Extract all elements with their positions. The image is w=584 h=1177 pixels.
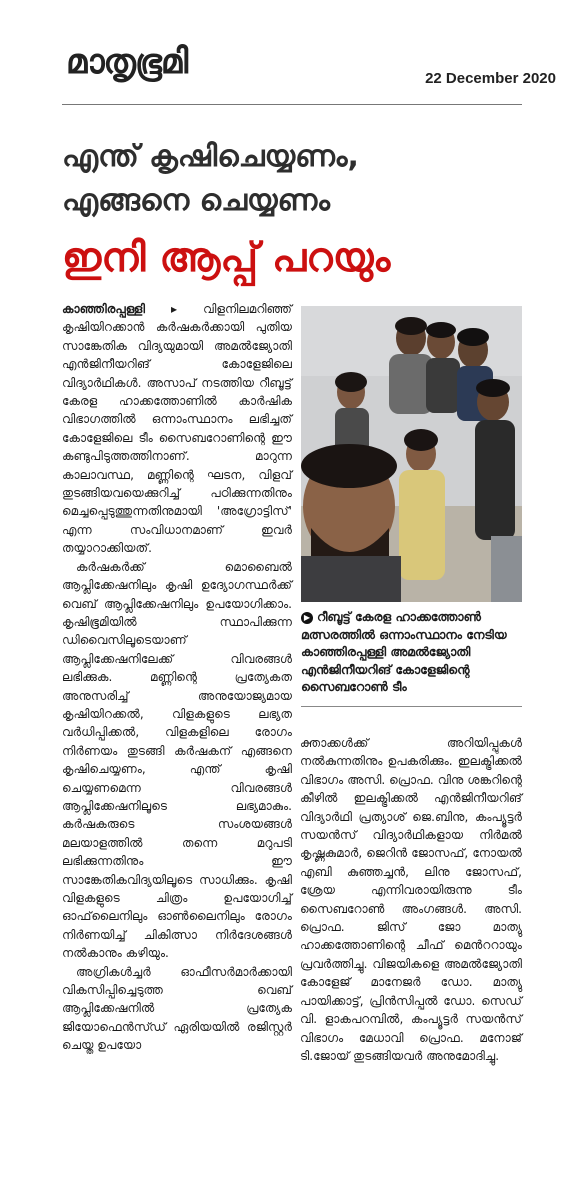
logo-text: മാതൃഭൂമി xyxy=(66,42,188,82)
team-photo xyxy=(301,306,522,602)
header-divider xyxy=(62,104,522,105)
lead-paragraph xyxy=(62,300,292,558)
caption-text: റീബൂട്ട് കേരള ഹാക്കത്തോൺ മത്സരത്തിൽ ഒന്നാംസ്ഥാനം നേടിയ കാഞ്ഞിരപ്പള്ളി അമൽജ്യോതി എൻജിനീയറിങ് കോളേജിന്റെ സൈബറോൺ ടീം xyxy=(301,609,507,695)
headline xyxy=(62,135,359,223)
article-column-1 xyxy=(62,300,292,1055)
paragraph: ക്താക്കൾക്ക് അറിയിപ്പുകൾ നൽകുന്നതിനും ഉപകരിക്കും. ഇലക്ട്രിക്കൽ വിഭാഗം അസി. പ്രൊഫ. വിനു ശങ്കറിന്റെ കീഴിൽ ഇലക്ട്രിക്കൽ എൻജിനീയറിങ് വിദ്യാർഥി പ്രത്യാശ് ജെ.ബിനു, കംപ്യൂട്ടർ സയൻസ് വിദ്യാർഥികളായ നിർമൽ കൃഷ്ണകുമാർ, ജെറിൻ ജോസഫ്, നോയൽ എബി കുഞ്ഞച്ചൻ, ലിനു ജോസഫ്, ശ്രേയ എന്നിവരായിരുന്നു ടീം സൈബറോൺ അംഗങ്ങൾ. അസി. പ്രൊഫ. ജിസ് ജോ മാത്യു ഹാക്കത്തോണിന്റെ ചീഫ് മെൻററായും പ്രവർത്തിച്ചു. വിജയികളെ അമൽജ്യോതി കോളേജ് മാനേജർ ഡോ. മാത്യു പായിക്കാട്ട്, പ്രിൻസിപ്പൽ ഡോ. സെഡ് വി. ളാകപറമ്പിൽ, കംപ്യൂട്ടർ സയൻസ് വിഭാഗം മേധാവി പ്രൊഫ. മനോജ് ടി.ജോയ് തുടങ്ങിയവർ അനുമോദിച്ചു. xyxy=(300,736,522,1063)
masthead-logo xyxy=(66,32,266,92)
play-arrow-icon: ▶ xyxy=(301,612,313,624)
dateline-arrow-icon: ▸ xyxy=(145,302,204,316)
headline-line-1: എന്ത് കൃഷിചെയ്യണം, xyxy=(62,139,359,174)
paragraph: കർഷകർക്ക് മൊബൈൽ ആപ്ലിക്കേഷനിലും കൃഷി ഉദ്യോഗസ്ഥർക്ക് വെബ് ആപ്ലിക്കേഷനിലും ഉപയോഗിക്കാം. കൃഷിഭൂമിയിൽ സ്ഥാപിക്കുന്ന ഡിവൈസിലൂടെയാണ് ആപ്ലിക്കേഷനിലേക്ക് വിവരങ്ങൾ ലഭിക്കുക. മണ്ണിന്റെ പ്രത്യേകത അനുസരിച്ച് അനുയോജ്യമായ കൃഷിയിറക്കൽ, വിളകളുടെ ലഭ്യത വർധിപ്പിക്കൽ, വിളകളിലെ രോഗം നിർണയം തുടങ്ങി കർഷകന് എങ്ങനെ കൃഷിചെയ്യണം, എന്ത് കൃഷി ചെയ്യണമെന്ന വിവരങ്ങൾ ആപ്ലിക്കേഷനിലൂടെ ലഭ്യമാകും. കർഷകരുടെ സംശയങ്ങൾ മലയാളത്തിൽ തന്നെ മറുപടി ലഭിക്കുന്നതിനും ഈ സാങ്കേതികവിദ്യയിലൂടെ സാധിക്കും. കൃഷി വിളകളുടെ ചിത്രം ഉപയോഗിച്ച് ഓഫ്‌ലൈനിലും ഓൺലൈനിലും രോഗം നിർണയിച്ച് ചികിത്സാ നിർദേശങ്ങൾ നൽകാനും കഴിയും. xyxy=(62,559,292,961)
publication-date: 22 December 2020 xyxy=(425,70,556,87)
article-column-2 xyxy=(300,734,522,1065)
dateline: കാഞ്ഞിരപ്പള്ളി xyxy=(62,302,146,316)
caption-divider xyxy=(301,706,522,707)
photo-caption xyxy=(301,608,522,696)
paragraph-text: വിളനിലമറിഞ്ഞ് കൃഷിയിറക്കാൻ കർഷകർക്കായി പുതിയ സാങ്കേതിക വിദ്യയുമായി അമൽജ്യോതി എൻജിനീയറിങ് കോളേജിലെ വിദ്യാർഥികൾ. അസാപ് നടത്തിയ റീബൂട്ട് കേരള ഹാക്കത്തോണിൽ കാർഷിക വിഭാഗത്തിൽ ഒന്നാംസ്ഥാനം ലഭിച്ചത് കോളേജിലെ ടീം സൈബറോണിന്റെ ഈ കണ്ടുപിടുത്തത്തിനാണ്. മാറുന്ന കാലാവസ്ഥ, മണ്ണിന്റെ ഘടന, വിളവ് തുടങ്ങിയവയെക്കുറിച്ച് പഠിക്കുന്നതിനും മെച്ചപ്പെടുത്തുന്നതിനുമായി 'അഗ്രോട്ടിസ്' എന്ന സംവിധാനമാണ് ഇവർ തയ്യാറാക്കിയത്. xyxy=(62,302,292,556)
headline-line-2: എങ്ങനെ ചെയ്യണം xyxy=(62,183,330,218)
paragraph: അഗ്രികൾച്ചർ ഓഫീസർമാർക്കായി വികസിപ്പിച്ചെടുത്ത വെബ് ആപ്ലിക്കേഷനിൽ പ്രത്യേക ജിയോഫെൻസ്ഡ് ഏരിയയിൽ രജിസ്റ്റർ ചെയ്ത ഉപയോ xyxy=(62,964,292,1053)
headline-highlight: ഇനി ആപ്പ് പറയും xyxy=(62,235,391,281)
